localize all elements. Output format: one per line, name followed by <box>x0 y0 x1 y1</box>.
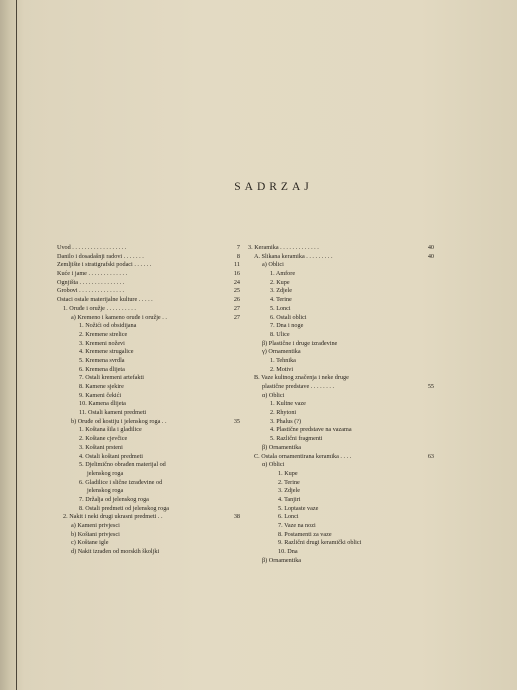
toc-entry-text: 1. Kultne vaze <box>270 400 306 408</box>
toc-entry-text: c) Koštane igle <box>71 539 109 547</box>
toc-entry <box>248 418 434 427</box>
toc-entry <box>57 513 240 522</box>
toc-page-number: 16 <box>233 270 240 278</box>
toc-entry-text: 7. Dna i noge <box>270 322 304 330</box>
page-title: SADRZAJ <box>234 181 313 193</box>
toc-entry-text: C. Ostala ornamentirana keramika . . . . <box>254 452 352 460</box>
toc-entry-text: 4. Terine <box>270 296 292 304</box>
toc-entry-text: 9. Različni drugi keramički oblici <box>278 539 362 547</box>
toc-entry-text: 2. Rhytoni <box>270 409 297 417</box>
toc-entry-text: 3. Kremeni noževi <box>79 339 125 347</box>
toc-entry <box>248 496 434 505</box>
toc-entry-text: 1. Kupe <box>278 469 298 477</box>
toc-entry-text: a) Kremeno i kameno oruđe i oružje . . <box>71 313 167 321</box>
toc-entry <box>57 539 240 548</box>
toc-entry-text: 8. Postamenti za vaze <box>278 530 332 538</box>
toc-entry-text: 3. Koštani prsteni <box>79 443 123 451</box>
toc-entry-text: 2. Terine <box>278 478 300 486</box>
toc-entry <box>248 261 434 270</box>
toc-entry-text: 6. Ostali oblici <box>270 313 307 321</box>
toc-entry <box>248 522 434 531</box>
toc-entry-text: B. Vaze kultnog značenja i neke druge <box>254 374 349 382</box>
toc-entry <box>57 418 240 427</box>
toc-entry-text: α) Oblici <box>262 391 285 399</box>
toc-entry <box>248 279 434 288</box>
toc-entry <box>248 435 434 444</box>
toc-entry <box>57 374 240 383</box>
toc-entry <box>248 340 434 349</box>
toc-entry-text: Grobovi . . . . . . . . . . . . . . . <box>57 287 125 295</box>
toc-entry <box>57 487 240 496</box>
toc-entry <box>57 357 240 366</box>
toc-entry <box>248 531 434 540</box>
toc-entry-text: Ognjišta . . . . . . . . . . . . . . . <box>57 278 125 286</box>
toc-entry-text: 3. Zdjele <box>278 487 300 495</box>
toc-entry-text: 7. Ostali kremeni artefakti <box>79 374 144 382</box>
toc-entry <box>57 348 240 357</box>
toc-entry-text: 5. Različni fragmenti <box>270 435 323 443</box>
toc-entry <box>248 392 434 401</box>
toc-entry-text: 5. Kremena svrdla <box>79 356 125 364</box>
toc-entry-text: β) Ornamentika <box>262 443 302 451</box>
toc-entry <box>57 244 240 253</box>
toc-entry <box>57 522 240 531</box>
toc-entry-text: 1. Tehnika <box>270 356 296 364</box>
toc-entry <box>57 366 240 375</box>
toc-entry <box>248 409 434 418</box>
toc-entry <box>57 383 240 392</box>
toc-entry-text: 4. Kremene strugalice <box>79 348 134 356</box>
toc-entry-text: 8. Kamene sjekire <box>79 383 124 390</box>
toc-entry <box>248 453 434 462</box>
toc-entry-text: 2. Nakit i neki drugi ukrasni predmeti . . <box>63 513 163 521</box>
toc-entry <box>248 322 434 331</box>
toc-entry-text: 2. Kupe <box>270 278 290 286</box>
toc-entry-text: jelenskog roga <box>87 469 124 477</box>
toc-entry <box>57 296 240 305</box>
page-binding-shadow <box>0 0 40 690</box>
toc-entry <box>57 270 240 279</box>
toc-entry-text: 7. Držalja od jelenskog roga <box>79 495 149 503</box>
toc-entry-text: b) Oruđe od kostiju i jelenskog roga . . <box>71 417 167 425</box>
toc-entry <box>248 487 434 496</box>
toc-entry-text: 6. Gladilice i slične izrađevine od <box>79 478 163 486</box>
toc-entry-text: Kuće i jame . . . . . . . . . . . . . <box>57 270 128 278</box>
toc-entry <box>248 348 434 357</box>
toc-entry-text: 11. Ostali kameni predmeti <box>79 409 147 417</box>
toc-entry-text: 2. Motivi <box>270 365 294 373</box>
toc-entry <box>57 392 240 401</box>
toc-entry <box>248 253 434 262</box>
toc-page-number: 25 <box>233 287 240 295</box>
toc-entry <box>57 340 240 349</box>
toc-entry-text: β) Ornamentika <box>262 556 302 564</box>
toc-entry-text: 2. Koštane cjevčice <box>79 435 128 443</box>
toc-entry <box>248 357 434 366</box>
toc-entry-text: 4. Ostali koštani predmeti <box>79 452 143 460</box>
toc-entry <box>57 435 240 444</box>
toc-entry-text: 3. Phalus (?) <box>270 417 302 425</box>
toc-entry <box>248 244 434 253</box>
toc-entry-text: A. Slikana keramika . . . . . . . . . <box>254 252 333 260</box>
toc-entry-text: γ) Ornamentika <box>262 348 301 356</box>
toc-entry-text: b) Koštani privjesci <box>71 530 120 538</box>
toc-entry-text: 2. Kremene strelice <box>79 330 128 338</box>
toc-entry <box>57 496 240 505</box>
toc-entry <box>57 505 240 514</box>
toc-page-number: 8 <box>236 252 240 260</box>
toc-entry <box>248 366 434 375</box>
toc-page-number: 26 <box>233 296 240 304</box>
toc-entry-text: α) Oblici <box>262 461 285 469</box>
toc-page-number: 27 <box>233 313 240 321</box>
toc-entry <box>248 270 434 279</box>
toc-entry <box>248 296 434 305</box>
toc-entry <box>57 287 240 296</box>
toc-entry-text: 7. Vaze na nozi <box>278 522 316 529</box>
toc-entry-text: 6. Kremena dlijeta <box>79 365 125 373</box>
toc-entry-text: 8. Ostali predmeti od jelenskog roga <box>79 504 170 512</box>
toc-entry-text: 5. Loptaste vaze <box>278 504 319 512</box>
toc-entry <box>57 409 240 418</box>
toc-entry-text: 1. Oruđe i oružje . . . . . . . . . . <box>63 304 136 312</box>
toc-entry <box>57 314 240 323</box>
toc-entry-text: 3. Zdjele <box>270 287 292 295</box>
toc-entry-text: jelenskog roga <box>87 487 124 495</box>
toc-entry-text: 5. Djelimično obrađen materijal od <box>79 461 166 469</box>
toc-entry <box>57 400 240 409</box>
toc-page-number: 24 <box>233 278 240 286</box>
toc-entry <box>248 314 434 323</box>
toc-entry-text: 8. Ulice <box>270 330 290 338</box>
toc-entry <box>248 505 434 514</box>
toc-entry <box>248 331 434 340</box>
toc-page-number: 11 <box>234 261 240 269</box>
toc-page-number: 27 <box>233 304 240 312</box>
toc-entry <box>57 253 240 262</box>
toc-entry <box>248 444 434 453</box>
toc-entry <box>248 287 434 296</box>
toc-entry <box>248 513 434 522</box>
toc-entry-text: 5. Lonci <box>270 304 291 312</box>
toc-page-number: 40 <box>427 244 434 251</box>
toc-entry <box>57 305 240 314</box>
toc-entry <box>248 557 434 566</box>
toc-entry-text: plastične predstave . . . . . . . . <box>262 383 334 390</box>
toc-entry-text: a) Oblici <box>262 261 284 269</box>
toc-entry-text: 1. Nožići od obsidijana <box>79 322 137 330</box>
toc-entry-text: 10. Dna <box>278 548 298 556</box>
toc-entry <box>57 470 240 479</box>
toc-entry <box>248 305 434 314</box>
toc-entry <box>57 426 240 435</box>
toc-page-number: 7 <box>236 244 240 251</box>
toc-entry <box>57 548 240 557</box>
toc-entry-text: 10. Kamena dlijeta <box>79 400 126 408</box>
toc-entry-text: Zemljište i stratigrafski podaci . . . . . . <box>57 261 152 269</box>
toc-entry <box>57 279 240 288</box>
toc-left-column <box>57 244 240 557</box>
toc-entry-text: 1. Koštana šila i gladilice <box>79 426 142 434</box>
toc-entry-text: β) Plastične i druge izrađevine <box>262 339 338 347</box>
toc-entry-text: 4. Tanjiri <box>278 495 301 503</box>
toc-entry <box>248 479 434 488</box>
toc-entry <box>57 322 240 331</box>
toc-page-number: 35 <box>233 417 240 425</box>
toc-entry <box>248 426 434 435</box>
toc-entry-text: 4. Plastične predstave na vazama <box>270 426 352 434</box>
toc-right-column <box>248 244 434 565</box>
toc-entry-text: a) Kameni privjesci <box>71 522 120 529</box>
toc-entry <box>57 531 240 540</box>
toc-entry-text: Ostaci ostale materijalne kulture . . . . . <box>57 296 153 304</box>
toc-entry <box>248 400 434 409</box>
toc-page-number: 40 <box>427 252 434 260</box>
toc-entry-text: Danilo i dosadašnji radovi . . . . . . . <box>57 252 144 260</box>
toc-page-number: 63 <box>427 452 434 460</box>
toc-page-number: 55 <box>427 383 434 390</box>
toc-entry <box>57 261 240 270</box>
toc-entry <box>248 374 434 383</box>
page-binding-edge <box>16 0 17 690</box>
toc-entry <box>57 479 240 488</box>
toc-page-number: 38 <box>233 513 240 521</box>
toc-entry <box>248 461 434 470</box>
toc-entry-text: d) Nakit izrađen od morskih školjki <box>71 548 160 556</box>
toc-entry <box>248 539 434 548</box>
toc-entry-text: 9. Kameni čekići <box>79 391 122 399</box>
toc-entry <box>248 470 434 479</box>
toc-entry <box>57 461 240 470</box>
toc-entry <box>248 383 434 392</box>
toc-entry <box>57 331 240 340</box>
toc-entry <box>57 453 240 462</box>
toc-entry-text: 1. Amfore <box>270 270 296 278</box>
toc-entry-text: 6. Lonci <box>278 513 299 521</box>
toc-entry-text: 3. Keramika . . . . . . . . . . . . . <box>248 244 319 251</box>
toc-entry-text: Uvod . . . . . . . . . . . . . . . . . . <box>57 244 127 251</box>
toc-entry <box>57 444 240 453</box>
toc-entry <box>248 548 434 557</box>
